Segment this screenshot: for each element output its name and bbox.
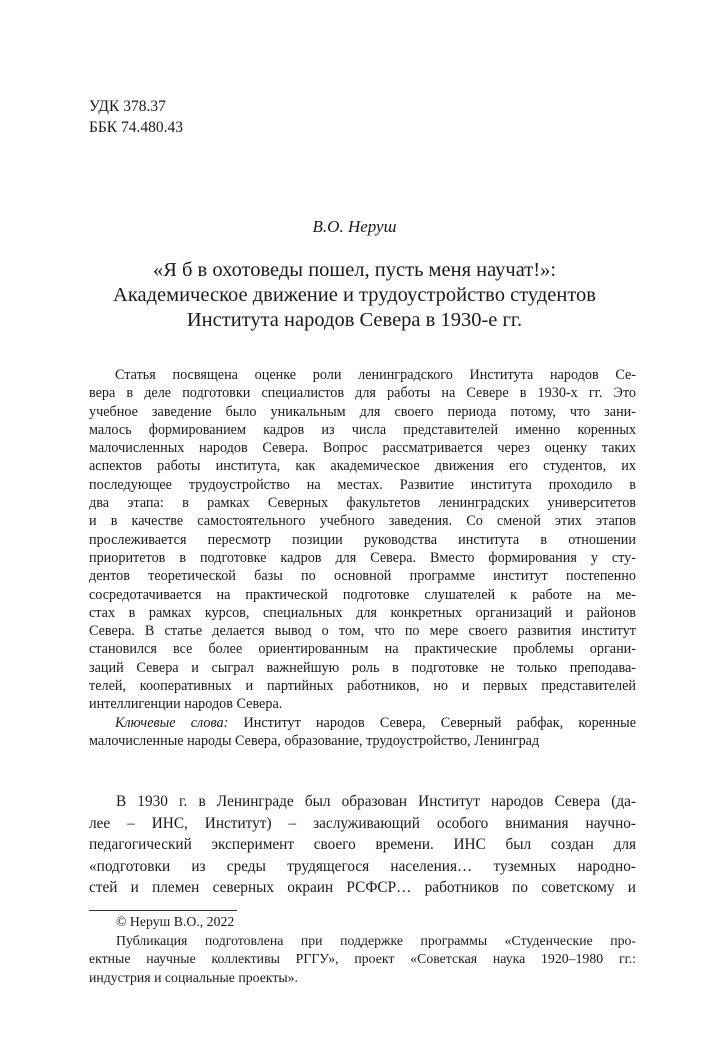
title-line: Института народов Севера в 1930-е гг.	[186, 309, 523, 331]
abstract-line: стах в рамках курсов, специальных для конкретных организаций и районов	[89, 604, 636, 621]
author-name: В.О. Неруш	[312, 217, 397, 236]
abstract-line: вера в деле подготовки специалистов для работы на Севере в 1930-х гг. Это	[89, 385, 636, 402]
abstract-line: Севера. В статье делается вывод о том, что по мере своего развития институт	[89, 623, 636, 640]
keywords-text: Институт народов Севера, Северный рабфак, коренные	[228, 714, 636, 731]
footnote-divider	[89, 910, 237, 911]
body-line: педагогический эксперимент своего времени. ИНС был создан для	[89, 836, 636, 853]
abstract-line: учебное заведение было уникальным для своего периода потому, что зани-	[89, 403, 636, 420]
abstract-line: прослеживается пересмотр позиции руководства института в отношении	[89, 531, 636, 548]
abstract-line: приоритетов в подготовке кадров для Севера. Вместо формирования у сту-	[89, 549, 636, 566]
body-line: «подготовки из среды трудящегося населения… туземных народно-	[89, 857, 636, 875]
abstract-line: интеллигенции народов Севера.	[89, 696, 283, 713]
abstract-line: последующее трудоустройство на местах. Развитие института проходило в	[89, 476, 636, 493]
keywords-line	[89, 714, 636, 732]
abstract-line: сосредотачивается на практической подготовке слушателей к работе на ме-	[89, 586, 636, 603]
title-line: «Я б в охотоведы пошел, пусть меня научат!»:	[152, 259, 557, 281]
keywords-label: Ключевые слова:	[115, 714, 229, 731]
footnotes	[89, 913, 636, 987]
title-line: Академическое движение и трудоустройство студентов	[113, 284, 596, 306]
abstract-line: дентов теоретической базы по основной программе институт постепенно	[89, 568, 636, 585]
abstract	[89, 366, 636, 750]
bbk-code: ББК 74.480.43	[89, 119, 184, 136]
abstract-line: и в качестве самостоятельного учебного заведения. Со сменой этих этапов	[89, 513, 636, 530]
abstract-line: становился все более ориентированным на практические проблемы органи-	[89, 641, 636, 658]
abstract-line: Статья посвящена оценке роли ленинградского Института народов Се-	[115, 367, 636, 383]
body-text	[89, 791, 636, 899]
classification-codes	[89, 96, 183, 138]
abstract-line: аспектов работы института, как академическое движения его студентов, их	[89, 458, 636, 475]
udk-code: УДК 378.37	[89, 98, 166, 115]
abstract-line: малочисленных народов Севера. Вопрос рассматривается через оценку таких	[89, 440, 636, 457]
body-line: В 1930 г. в Ленинграде был образован Институт народов Севера (да-	[116, 793, 636, 810]
abstract-line: телей, кооперативных и партийных работников, но и первых представителей	[89, 678, 636, 695]
copyright-note: © Неруш В.О., 2022	[116, 914, 235, 929]
article-title	[60, 258, 649, 333]
body-line: лее – ИНС, Институт) – заслуживающий особого внимания научно-	[89, 814, 636, 832]
keywords-line: малочисленные народы Севера, образование, трудоустройство, Ленинград	[89, 732, 540, 749]
abstract-line: два этапа: в рамках Северных факультетов ленинградских университетов	[89, 495, 636, 512]
abstract-line: заций Севера и сыграл важнейшую роль в подготовке не только преподава-	[89, 659, 636, 676]
abstract-line: малось формированием кадров из числа представителей именно коренных	[89, 421, 636, 438]
body-line: стей и племен северных окраин РСФСР… работников по советскому и	[89, 879, 636, 896]
funding-note-line: Публикация подготовлена при поддержке программы «Студенческие про-	[116, 932, 636, 948]
funding-note-line: индустрия и социальные проекты».	[89, 969, 298, 985]
funding-note-line: ектные научные коллективы РГГУ», проект «Советская наука 1920–1980 гг.:	[89, 951, 636, 966]
